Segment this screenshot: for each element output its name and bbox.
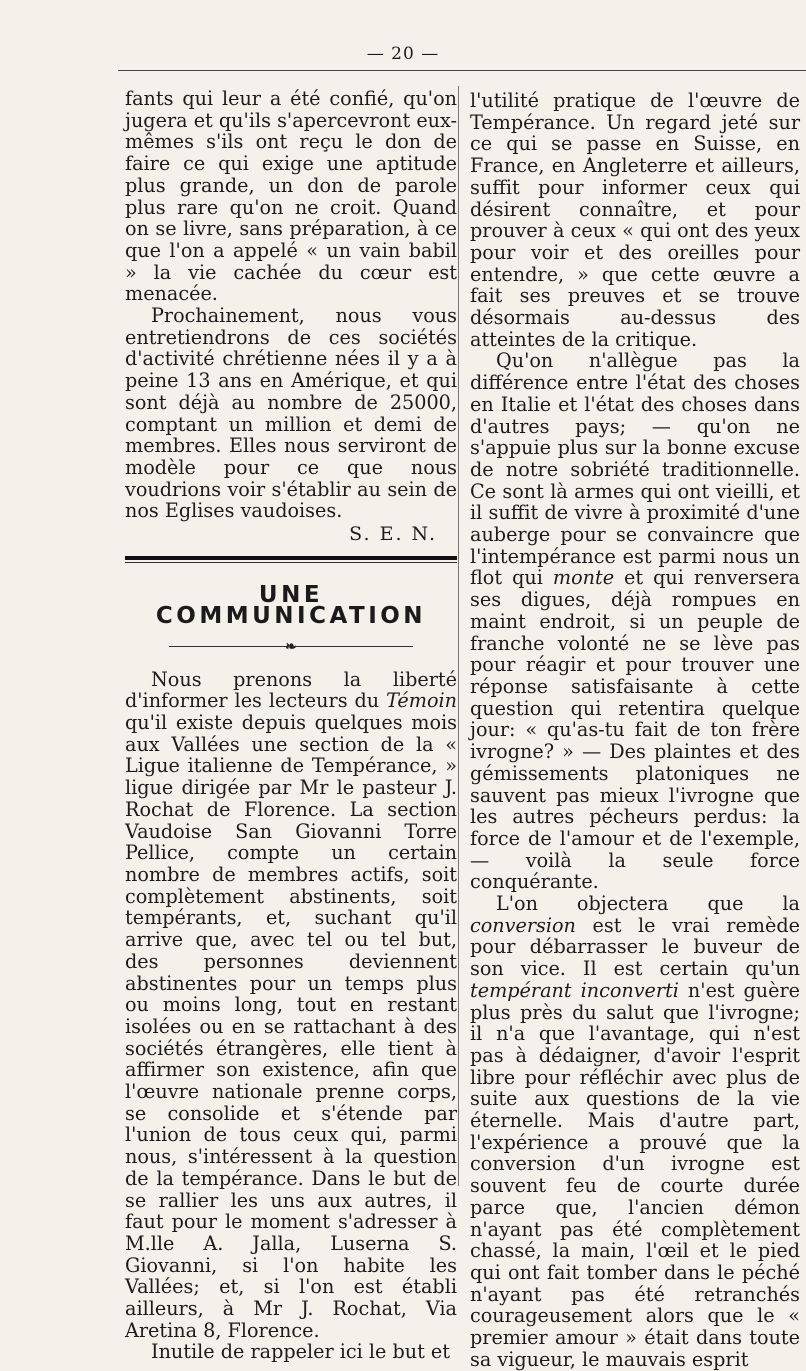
text-run: L'on objectera que la	[496, 892, 800, 916]
column-divider	[458, 86, 459, 1186]
ornament-line	[293, 646, 413, 647]
section-rule	[125, 556, 457, 560]
italic-run: conversion	[470, 913, 576, 937]
paragraph	[470, 350, 800, 893]
paragraph: Prochainement, nous vous entretiendrons de ces sociétés d'activité chrétienne nées il y a à peine 13 ans en Amérique, et qui sont déjà au nombre de 25000, comptant un million et demi de membres. Elles nous serviront de modèle pour ce que nous voudrions voir s'établir au sein de nos Eglises vaudoises.	[125, 304, 457, 523]
ornament	[125, 638, 457, 655]
text-run: qu'il existe depuis quelques mois aux Vallées une section de la « Ligue italienne de Tempérance, » ligue dirigée par Mr le pasteur J. Rochat de Florence. La section Vaudoise San Giovanni Torre Pellice, compte un certain nombre de membres actifs, soit complètement abstinents, soit tempérants, et, suchant qu'il arrive que, avec tel ou tel but, des personnes deviennent abstinentes pour un temps plus ou moins long, tout en restant isolées ou en se rattachant à des sociétés étrangères, elle tient à affirmer son existence, afin que l'œuvre nationale prenne corps, se consolide et s'étende par l'union de tous ceux qui, parmi nous, s'intéressent à la question de la tempérance. Dans le but de se rallier les uns aux autres, il faut pour le moment s'adresser à M.lle A. Jalla, Luserna S. Giovanni, si l'on habite les Vallées; et, si l'on est établi ailleurs, à Mr J. Rochat, Via Aretina 8, Florence.	[125, 711, 457, 1342]
paragraph: Inutile de rappeler ici le but et	[151, 1340, 450, 1364]
ornament-glyph: ❧	[285, 638, 297, 655]
text-run: Nous prenons la liberté d'informer les lecteurs du	[125, 667, 457, 713]
text-run: Qu'on n'allègue pas la différence entre l'état des choses en Italie et l'état des choses dans d'autres pays; — qu'on ne s'appuie plus sur la bonne excuse de notre sobriété traditionnelle. Ce sont là armes qui ont vieilli, et il suffit de vivre à proximité d'une auberge pour se convaincre que l'intempérance est parmi nous un flot qui	[470, 349, 800, 590]
left-column	[125, 88, 457, 1363]
section-title: UNE COMMUNICATION	[155, 581, 427, 630]
header-rule	[118, 70, 806, 71]
paragraph: l'utilité pratique de l'œuvre de Tempérance. Un regard jeté sur ce qui se passe en Suisse, en France, en Angleterre et ailleurs, suffit pour informer ceux qui désirent connaître, et pour prouver à ceux « qui ont des yeux pour voir et des oreilles pour entendre, » que cette œuvre a fait ses preuves et se trouve désormais au-dessus des atteintes de la critique.	[470, 89, 800, 351]
italic-run: Témoin	[386, 689, 457, 713]
page-number: — 20 —	[366, 44, 440, 64]
text-run: et qui renversera ses digues, déjà rompues en maint endroit, si un peuple de franche volonté ne se lève pas pour réagir et pour trouver une réponse satisfaisante à cette question qui retentira quelque jour: « qu'as-tu fait de ton frère ivrogne? » — Des plaintes et des gémissements platoniques ne sauvent pas mieux l'ivrogne que les autres pécheurs perdus: la force de l'amour et de l'exemple, — voilà la seule force conquérante.	[470, 566, 800, 894]
ornament-line	[169, 646, 289, 647]
signature: S. E. N.	[349, 523, 437, 546]
italic-run: tempérant inconverti	[470, 978, 679, 1002]
paragraph	[470, 893, 800, 1370]
text-run: est le vrai remède pour débarrasser le buveur de son vice. Il est certain qu'un	[470, 913, 800, 981]
right-column	[470, 90, 800, 1370]
paragraph: fants qui leur a été confié, qu'on jugera et qu'ils s'apercevront eux-mêmes s'ils ont reçu le don de faire ce qui exige une aptitude plus grande, un don de parole plus rare qu'on ne croit. Quand on se livre, sans préparation, à ce que l'on a appelé « un vain babil » la vie cachée du cœur est menacée.	[125, 87, 457, 306]
paragraph	[125, 669, 457, 1342]
text-run: n'est guère plus près du salut que l'ivrogne; il n'a que l'avantage, qui n'est pas à dédaigner, d'avoir l'esprit libre pour réfléchir avec plus de suite aux questions de la vie éternelle. Mais d'autre part, l'expérience a prouvé que la conversion d'un ivrogne est souvent feu de courte durée parce que, l'ancien démon n'ayant pas été complètement chassé, la main, l'œil et le pied qui ont fait tomber dans le péché n'ayant pas été retranchés courageusement alors que le « premier amour » était dans toute sa vigueur, le mauvais esprit	[470, 978, 800, 1371]
italic-run: monte	[552, 566, 615, 590]
section-rule-thin	[125, 562, 457, 563]
